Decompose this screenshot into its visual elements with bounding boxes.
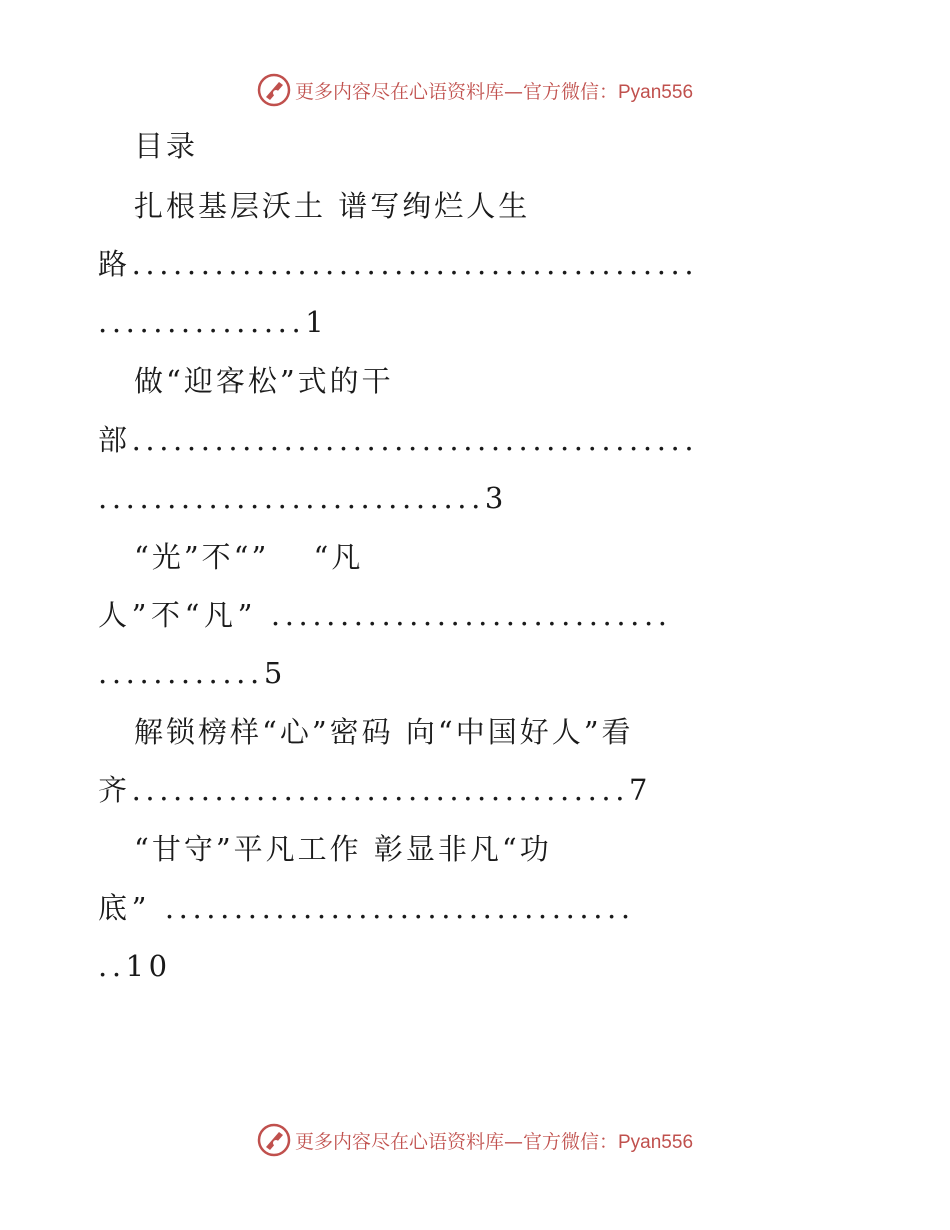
banner-id: Pyan556 — [618, 1131, 694, 1153]
banner-text — [295, 77, 693, 104]
pen-logo-icon — [257, 1123, 291, 1157]
pen-logo-icon — [257, 73, 291, 107]
banner-sep: — — [503, 80, 523, 103]
toc-title: 目录 — [134, 129, 199, 163]
toc-entry-2-leader: 部......................................... — [98, 423, 699, 457]
toc-entry-2-page: ............................3 — [98, 481, 508, 515]
toc-entry-4-leader: 齐....................................7 — [98, 773, 653, 807]
banner-wechat: 官方微信： — [522, 1130, 618, 1153]
toc-entry-1-page: ...............1 — [98, 305, 329, 339]
header-banner — [0, 70, 950, 110]
banner-id: Pyan556 — [618, 81, 694, 103]
toc-entry-5-title: “甘守”平凡工作 彰显非凡“功 — [134, 832, 552, 866]
banner-sep: — — [503, 1130, 523, 1153]
toc-entry-2-title: 做“迎客松”式的干 — [134, 364, 394, 398]
toc-entry-5-leader: 底” .................................. — [98, 891, 635, 925]
toc-entry-5-page: ..10 — [98, 949, 172, 983]
toc-entry-1-title: 扎根基层沃土 谱写绚烂人生 — [134, 189, 531, 223]
footer-banner — [0, 1120, 950, 1160]
toc-entry-1-leader: 路......................................... — [98, 247, 699, 281]
banner-text — [295, 1127, 693, 1154]
toc-entry-3-page: ............5 — [98, 656, 287, 690]
toc-entry-3-leader: 人”不“凡” ............................. — [98, 598, 672, 632]
banner-main: 更多内容尽在心语资料库 — [294, 1130, 504, 1153]
banner-main: 更多内容尽在心语资料库 — [294, 80, 504, 103]
toc-entry-4-title: 解锁榜样“心”密码 向“中国好人”看 — [134, 715, 634, 749]
banner-wechat: 官方微信： — [522, 80, 618, 103]
toc-entry-3-title: “光”不“” “凡 — [134, 540, 364, 574]
